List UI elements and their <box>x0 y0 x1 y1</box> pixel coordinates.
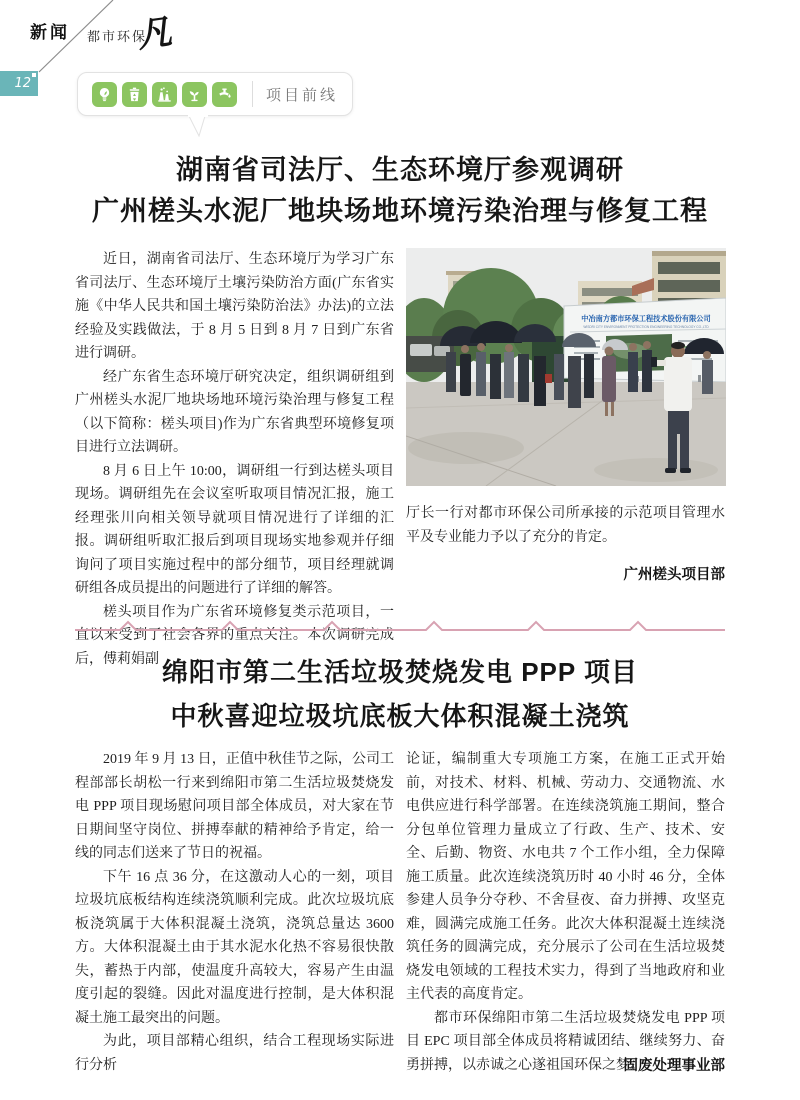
article1-left-column <box>75 248 394 671</box>
brand-text: 都市环保 <box>87 29 148 44</box>
badge-divider <box>252 81 253 107</box>
article2-left-column <box>75 748 394 1077</box>
photo-sign-subtext: WISDRI CITY ENVIRONMENT PROTECTION ENGINEERING TECHNOLOGY CO.,LTD <box>583 325 709 329</box>
site-visit-photo <box>406 248 726 486</box>
recycle-bin-icon <box>122 82 147 107</box>
paragraph: 下午 16 点 36 分，在这激动人心的一刻，项目垃圾坑底板结构连续浇筑顺利完成。此次垃圾坑底板浇筑属于大体积混凝土浇筑，浇筑总量达 3600 方。大体积混凝土由于其水泥水化热不容易很快散失，蓄热于内部，使温度升高较大，容易产生由温度引起的裂缝。因此对温度进行控制，是大体积混凝土施工最突出的问题。 <box>75 869 394 1026</box>
page-number-tab <box>0 71 38 96</box>
paragraph: 近日，湖南省司法厅、生态环境厅为学习广东省司法厅、生态环境厅土壤污染防治方面(广东省实施《中华人民共和国土壤污染防治法》办法)的立法经验及实践做法，于 8 月 5 日到 8 月 7 日到广东省进行调研。 <box>75 252 394 361</box>
article1-title <box>0 150 800 232</box>
faucet-icon <box>212 82 237 107</box>
divider-zigzag <box>75 620 725 634</box>
article2-title-line1: 绵阳市第二生活垃圾焚烧发电 PPP 项目 <box>161 657 638 687</box>
photo-sign-text: 中冶南方都市环保工程技术股份有限公司 <box>581 314 711 323</box>
article1-title-line2: 广州槎头水泥厂地块场地环境污染治理与修复工程 <box>92 196 708 226</box>
bulb-leaf-icon <box>92 82 117 107</box>
badge-label: 项目前线 <box>266 87 339 104</box>
paragraph: 为此，项目部精心组织，结合工程现场实际进行分析 <box>75 1034 394 1073</box>
paragraph: 2019 年 9 月 13 日，正值中秋佳节之际，公司工程部部长胡松一行来到绵阳市第二生活垃圾焚烧发电 PPP 项目现场慰问项目部全体成员，对大家在节日期间坚守岗位、拼搏奉献的精神给予肯定，给一线的同志们送来了节日的祝福。 <box>75 752 394 861</box>
paragraph: 经广东省生态环境厅研究决定，组织调研组到广州槎头水泥厂地块场地环境污染治理与修复工程（以下简称：槎头项目)作为广东省典型环境修复项目进行立法调研。 <box>75 369 394 455</box>
article2-right-column <box>406 748 725 1077</box>
article2-columns <box>75 748 725 1077</box>
article2-title <box>0 650 800 738</box>
badge-tail <box>188 115 208 137</box>
article1-columns <box>75 248 725 671</box>
corner-dot <box>32 73 36 77</box>
article1-byline: 广州槎头项目部 <box>623 567 725 583</box>
page-number: 12 <box>14 76 31 91</box>
article2-title-line2: 中秋喜迎垃圾坑底板大体积混凝土浇筑 <box>170 701 630 731</box>
paragraph-continuation: 论证，编制重大专项施工方案，在施工正式开始前，对技术、材料、机械、劳动力、交通物流、水电供应进行科学部署。在连续浇筑施工期间，整合分包单位管理力量成立了行政、生产、技术、安全、后勤、物资、水电共 7 个工作小组，全力保障施工质量。此次连续浇筑历时 40 小时 46 分，全体参建人员争分夺秒、不舍昼夜、奋力拼搏、攻坚克难，圆满完成施工任务。此次大体积混凝土连续浇筑任务的圆满完成，充分展示了公司在生活垃圾焚烧发电领域的工程技术实力，得到了当地政府和业主代表的高度肯定。 <box>406 752 725 1002</box>
article1-right-column <box>406 248 725 671</box>
brand-calligraphy-mark: 凡 <box>135 13 174 56</box>
article2-byline: 固废处理事业部 <box>623 1057 725 1074</box>
paragraph-continuation: 厅长一行对都市环保公司所承接的示范项目管理水平及专业能力予以了充分的肯定。 <box>406 506 725 545</box>
factory-icon <box>152 82 177 107</box>
article1-title-line1: 湖南省司法厅、生态环境厅参观调研 <box>176 155 624 185</box>
paragraph: 8 月 6 日上午 10:00，调研组一行到达槎头项目现场。调研组先在会议室听取项目情况汇报，施工经理张川向相关领导就项目情况进行了详细的汇报。调研组听取汇报后到项目现场实地参观并仔细询问了项目实施过程中的部分细节，项目经理就调研组各成员提出的问题进行了详细的解答。 <box>75 463 394 596</box>
sprout-icon <box>182 82 207 107</box>
paragraph: 都市环保绵阳市第二生活垃圾焚烧发电 PPP 项目 EPC 项目部全体成员将精诚团结、继续努力、奋勇拼搏，以赤诚之心遂祖国环保之梦。 <box>406 1010 725 1073</box>
topic-badge <box>77 72 353 116</box>
paragraph: 槎头项目作为广东省环境修复类示范项目，一直以来受到了社会各界的重点关注。本次调研完成后，傅莉娟副 <box>75 604 394 667</box>
section-label: 新闻 <box>30 23 70 42</box>
